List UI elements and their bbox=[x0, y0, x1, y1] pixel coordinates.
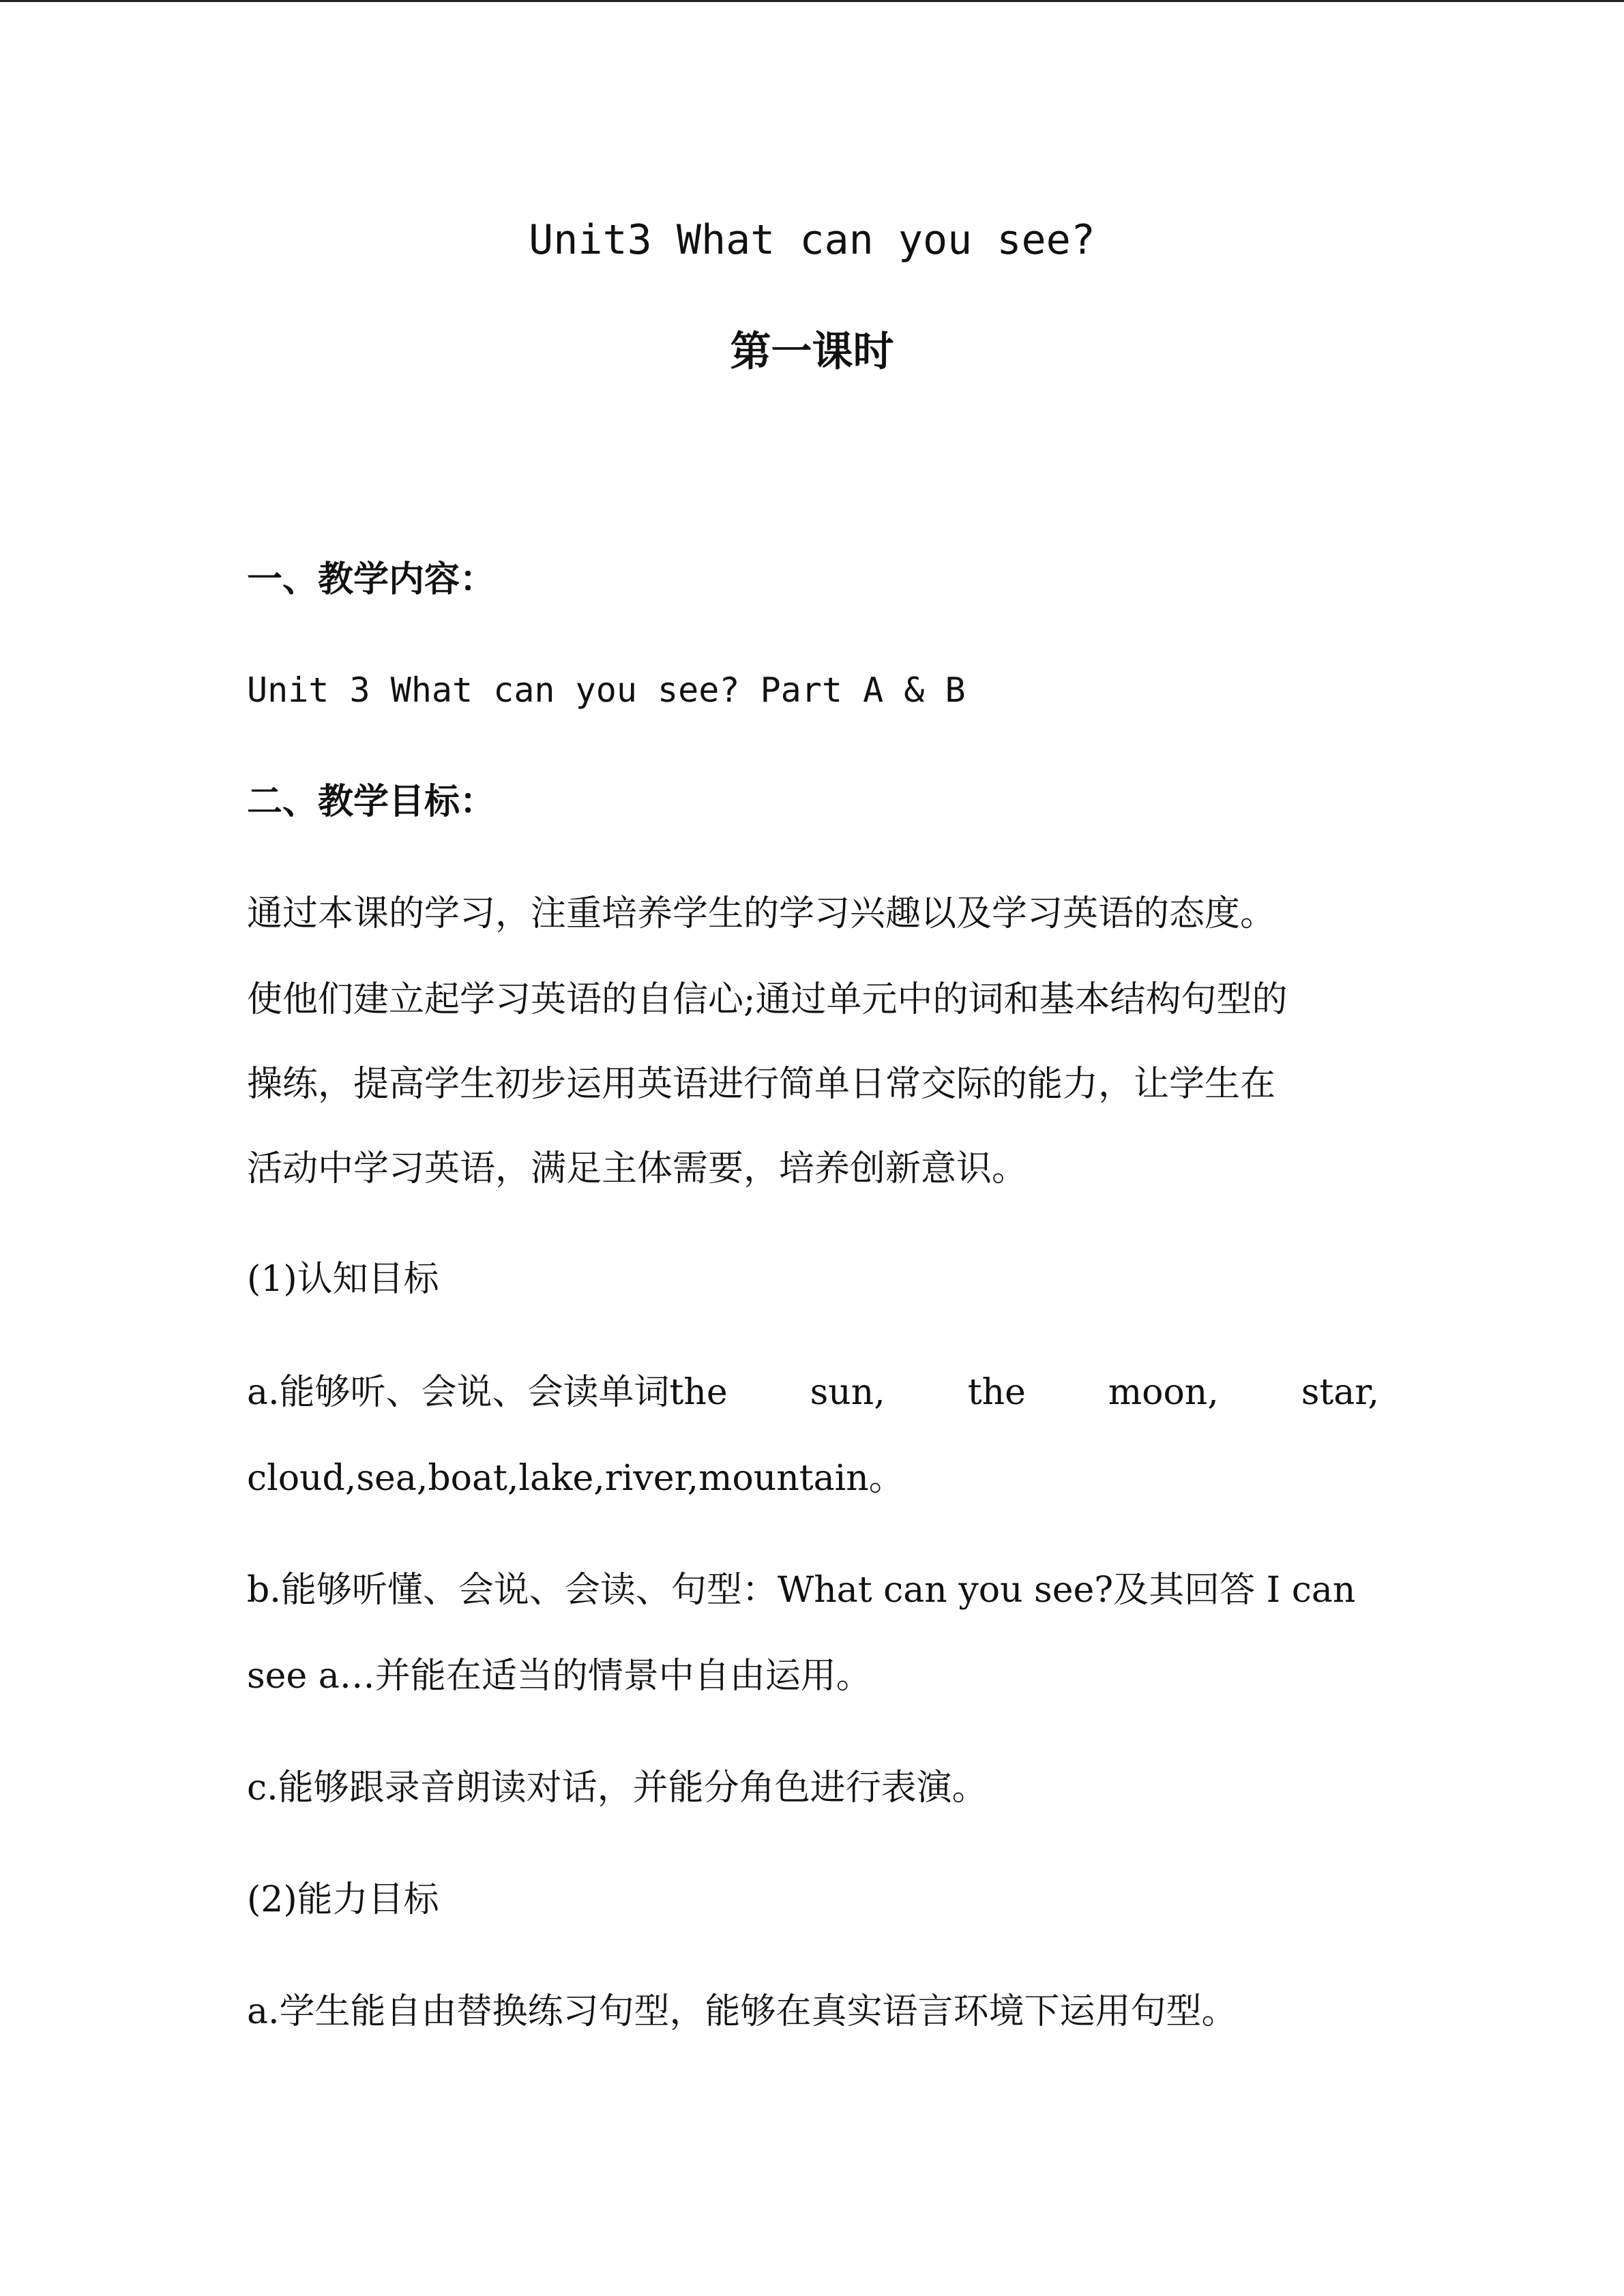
cognitive-item-c: c.能够跟录音朗读对话，并能分角色进行表演。 bbox=[247, 1768, 988, 1808]
teaching-content-text: Unit 3 What can you see? Part A & B bbox=[247, 670, 966, 710]
page-title: Unit3 What can you see? bbox=[529, 216, 1095, 264]
section-heading-teaching-content: 一、教学内容： bbox=[247, 559, 496, 600]
goals-paragraph-line: 使他们建立起学习英语的自信心;通过单元中的词和基本结构句型的 bbox=[247, 979, 1288, 1020]
goals-paragraph-line: 操练，提高学生初步运用英语进行简单日常交际的能力，让学生在 bbox=[247, 1064, 1276, 1105]
goals-paragraph-line: 活动中学习英语，满足主体需要，培养创新意识。 bbox=[247, 1148, 1028, 1189]
cognitive-item-a-line2: cloud,sea,boat,lake,river,mountain。 bbox=[247, 1458, 904, 1499]
cognitive-item-a-word: the bbox=[967, 1372, 1026, 1413]
cognitive-item-a-line1 bbox=[247, 1367, 1379, 1418]
cognitive-item-a-word: moon, bbox=[1108, 1372, 1219, 1413]
cognitive-item-b-line2: see a…并能在适当的情景中自由运用。 bbox=[247, 1656, 872, 1697]
ability-item-a: a.学生能自由替换练习句型，能够在真实语言环境下运用句型。 bbox=[247, 1991, 1237, 2032]
cognitive-item-a-word: a.能够听、会说、会读单词the bbox=[247, 1372, 728, 1413]
goals-paragraph-line: 通过本课的学习，注重培养学生的学习兴趣以及学习英语的态度。 bbox=[247, 893, 1276, 934]
cognitive-item-a-word: star, bbox=[1301, 1372, 1379, 1413]
lesson-subtitle: 第一课时 bbox=[730, 328, 894, 376]
ability-goals-heading: (2)能力目标 bbox=[247, 1879, 439, 1920]
section-heading-teaching-goals: 二、教学目标： bbox=[247, 781, 496, 822]
cognitive-goals-heading: (1)认知目标 bbox=[247, 1259, 439, 1300]
cognitive-item-b-line1: b.能够听懂、会说、会读、句型：What can you see?及其回答 I can bbox=[247, 1570, 1356, 1611]
cognitive-item-a-word: sun, bbox=[810, 1372, 885, 1413]
